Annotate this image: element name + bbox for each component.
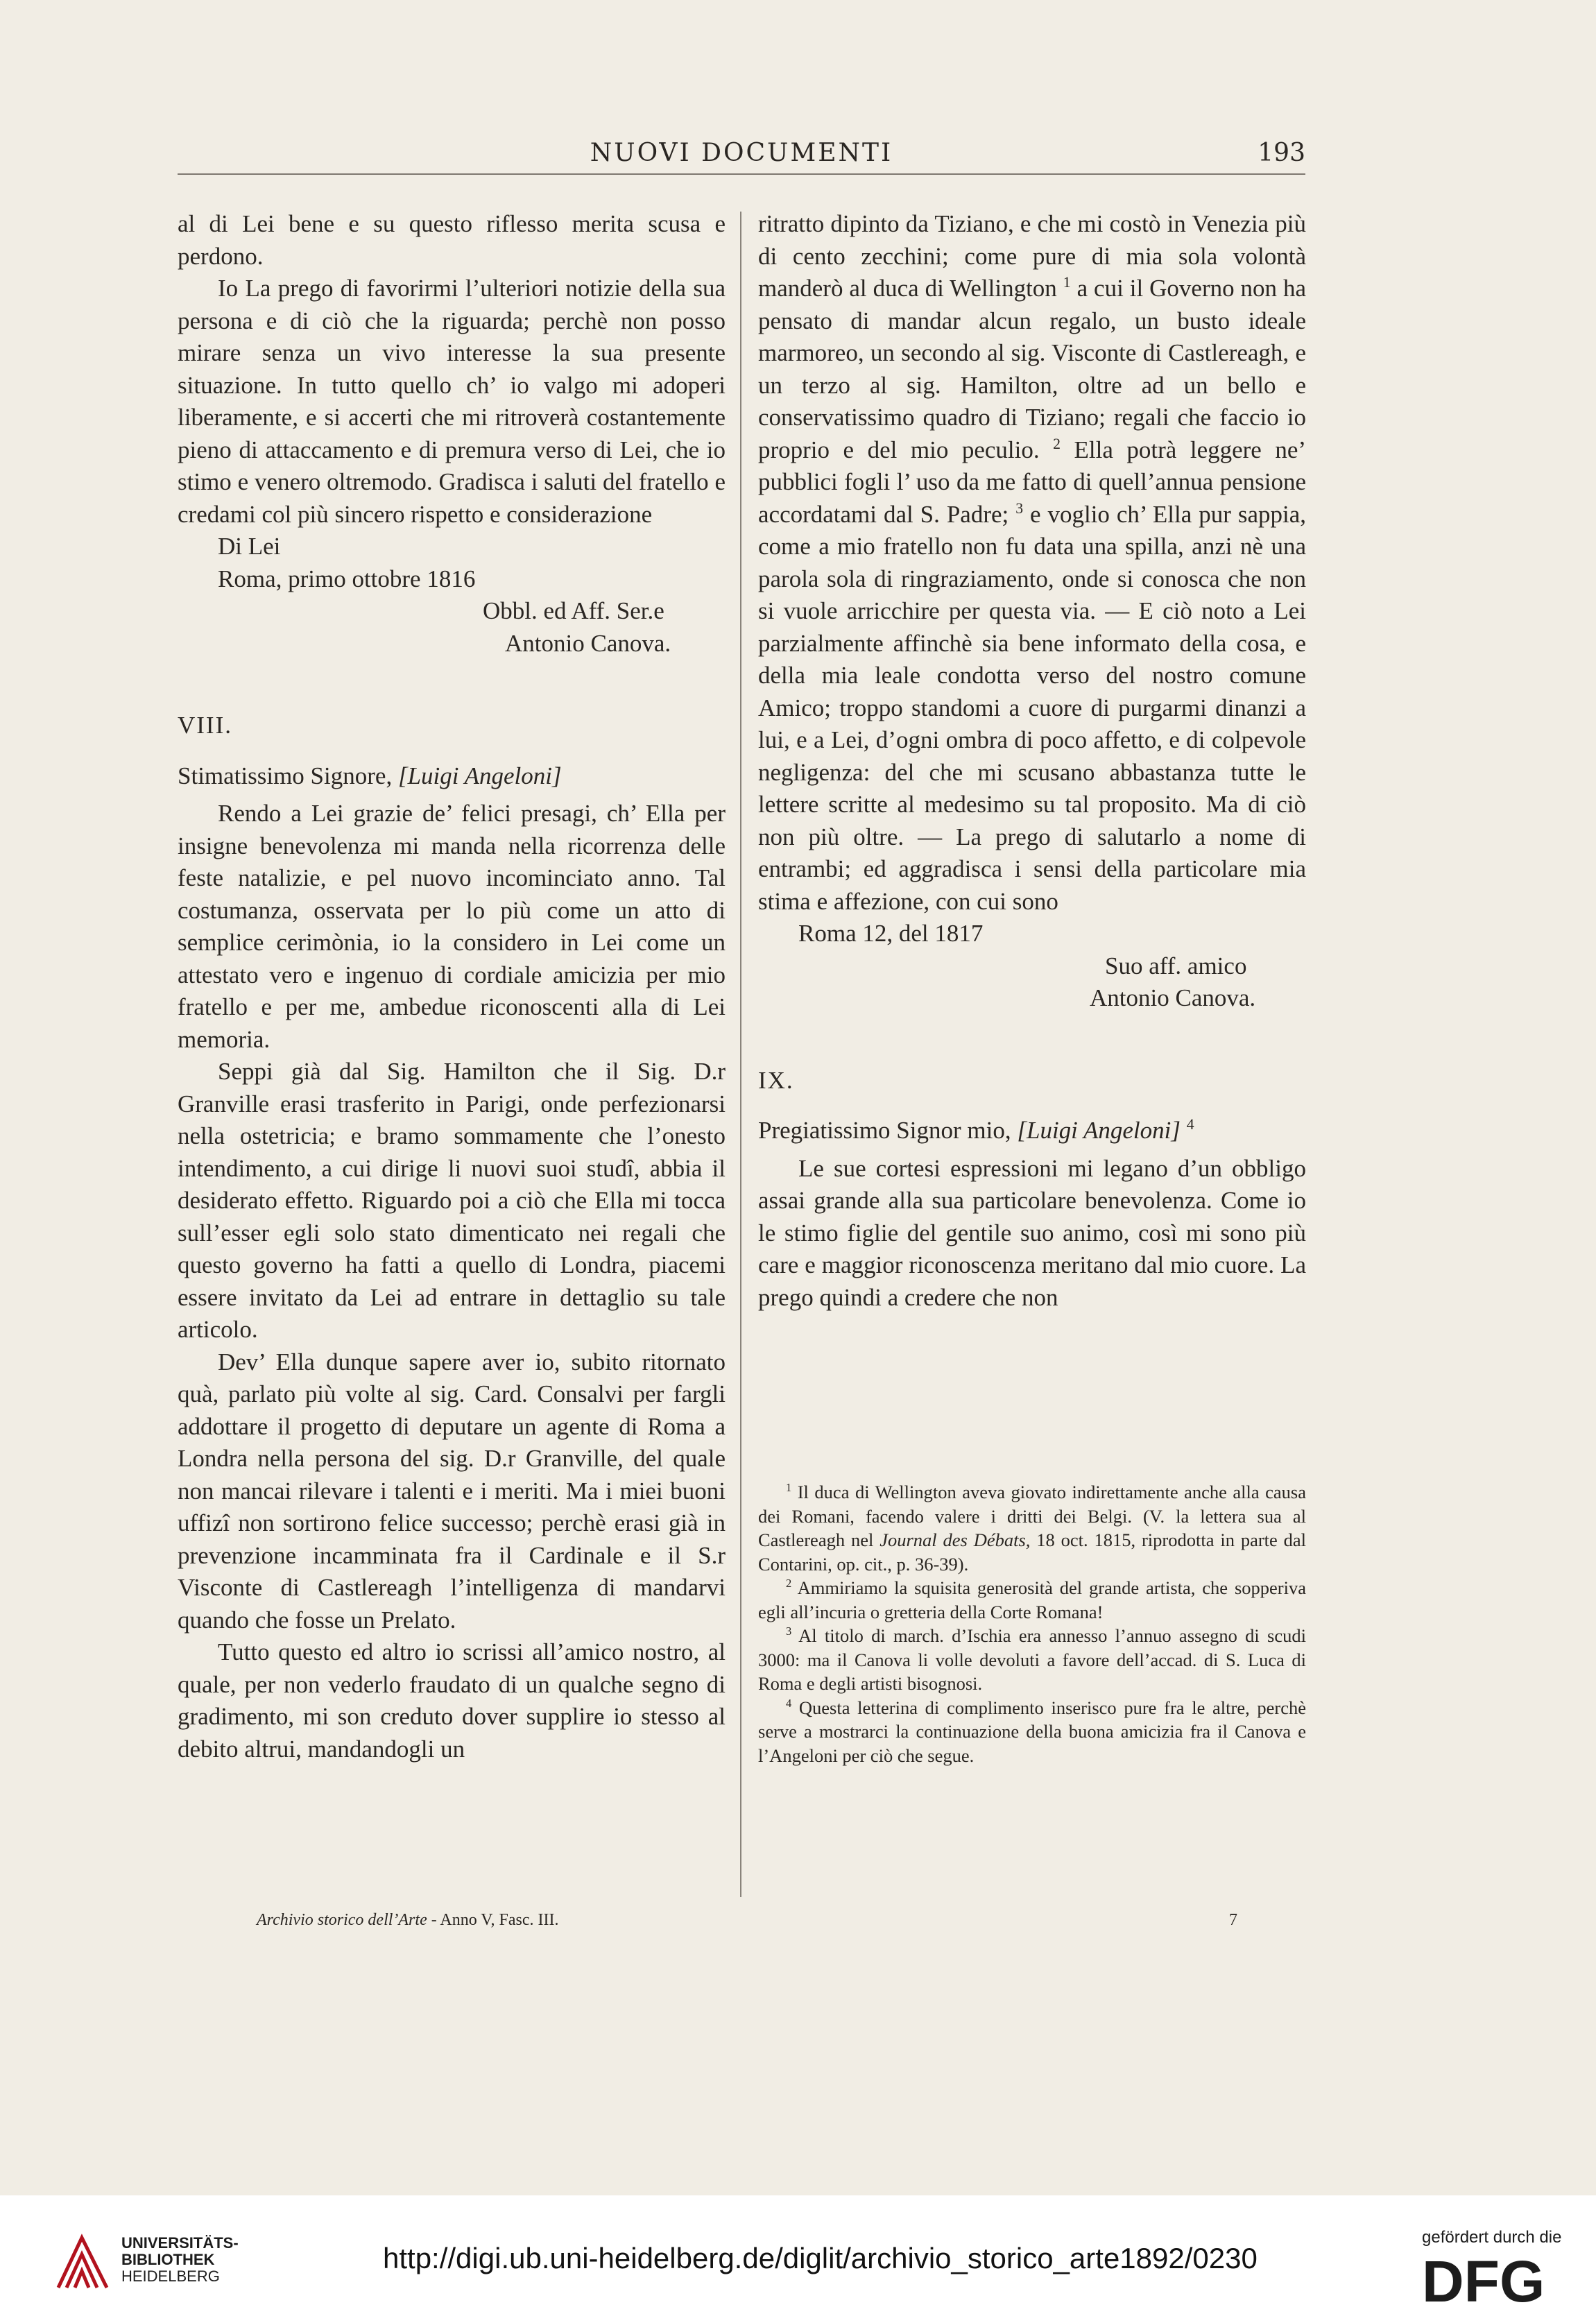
paragraph-fragment: ritratto dipinto da Tiziano, e che mi costò in Venezia più di cento zecchini; come pure di mia sola volontà manderò al duca di Wellington [758, 210, 1306, 302]
journal-issue: - Anno V, Fasc. III. [431, 1911, 559, 1929]
ub-heidelberg-logo-icon[interactable] [54, 2232, 111, 2292]
library-name-line: BIBLIOTHEK [121, 2251, 215, 2268]
page-number: 193 [1258, 139, 1305, 167]
letter-date: Roma 12, del 1817 [798, 920, 984, 947]
letter-signature-name: Antonio Canova. [1090, 984, 1256, 1011]
salutation-text: Stimatissimo Signore, [178, 762, 393, 789]
paragraph: al di Lei bene e su questo riflesso merita scusa e perdono. [178, 210, 726, 270]
salutation-addressee: [Luigi Angeloni] [397, 762, 562, 789]
journal-footer [257, 1911, 559, 1930]
footnote [758, 1696, 1306, 1768]
letter-number-heading: VIII. [178, 712, 232, 739]
paragraph-fragment: Ella potrà leggere ne’ pubblici fogli l’ uso da me fatto di quell’annua pensione accordatami dal S. Padre; [758, 436, 1307, 528]
paragraph: Io La prego di favorirmi l’ulteriori notizie della sua persona e di ciò che la riguarda; perchè non posso mirare senza un vivo interesse la sua presente situazione. In tutto quello ch’ io valgo mi adoperi liberamente, e si accerti che mi ritroverà costantemente pieno di attaccamento e di premura verso di Lei, che io stimo e venero oltremodo. Gradisca i saluti del fratello e credami col più sincero rispetto e considerazione [178, 275, 726, 528]
library-name-line: HEIDELBERG [121, 2268, 220, 2285]
signature-mark: 7 [1229, 1911, 1237, 1929]
paragraph: Seppi già dal Sig. Hamilton che il Sig. D.r Granville erasi trasferito in Parigi, onde perfezionarsi nella ostetricia; e bramo sommamente che l’onesto intendimento, a cui dirige li nuovi suoi studî, abbia il desiderato effetto. Riguardo poi a ciò che Ella mi tocca sull’esser egli solo stato dimenticato nei regali che questo governo ha fatti a quello di Londra, piacemi essere invitato da Lei ad entrare in dettaglio su tale articolo. [178, 1058, 726, 1343]
paragraph: Le sue cortesi espressioni mi legano d’un obbligo assai grande alla sua particolare benevolenza. Come io le stimo figlie del gentile suo animo, così mi sono più care e maggior riconoscenza meritano dal mio cuore. La prego quindi a credere che non [758, 1154, 1306, 1311]
footnotes [758, 1480, 1306, 1767]
source-url-link[interactable]: http://digi.ub.uni-heidelberg.de/diglit/archivio_storico_arte1892/0230 [383, 2242, 1258, 2274]
letter-date: Roma, primo ottobre 1816 [218, 565, 476, 592]
footnote-journal-title: Journal des Débats, [879, 1529, 1031, 1550]
paragraph: Tutto questo ed altro io scrissi all’amico nostro, al quale, per non vederlo fraudato di un qualche segno di gradimento, mi son creduto dover supplire io stesso al debito altrui, mandandogli un [178, 1638, 726, 1763]
letter-signature-name: Antonio Canova. [505, 629, 671, 657]
letter-salutation [178, 760, 726, 793]
salutation-text: Pregiatissimo Signor mio, [758, 1117, 1011, 1144]
page-title: NUOVI DOCUMENTI [590, 139, 893, 167]
footnote [758, 1576, 1306, 1624]
paragraph [758, 208, 1306, 918]
funding-label: gefördert durch die [1422, 2228, 1562, 2247]
column-divider [740, 212, 741, 1897]
footnote-number: 4 [786, 1696, 792, 1710]
footnote-text: Al titolo di march. d’Ischia era annesso l’annuo assegno di scudi 3000: ma il Canova li volle devoluti a favore dell’accad. di S. Luca di Roma e degli artisti bisognosi. [758, 1625, 1306, 1694]
dfg-logo-text: DFG [1422, 2253, 1545, 2308]
footnote [758, 1624, 1306, 1696]
left-column [178, 208, 726, 1765]
dfg-logo-icon[interactable] [1422, 2253, 1568, 2308]
library-name-line: UNIVERSITÄTS- [121, 2234, 239, 2252]
letter-salutation [758, 1115, 1306, 1147]
footnote-number: 1 [786, 1481, 792, 1495]
salutation-addressee: [Luigi Angeloni] [1017, 1117, 1181, 1144]
footnote-ref[interactable]: 4 [1186, 1115, 1194, 1133]
letter-signature-line: Obbl. ed Aff. Ser.e [483, 597, 664, 624]
footnote-number: 2 [786, 1577, 792, 1591]
footnote-text: Il duca di Wellington aveva giovato indirettamente anche alla causa dei Romani, facendo valere i dritti dei Belgi. (V. la lettera sua al Castlereagh nel [758, 1482, 1306, 1550]
paragraph-fragment: a cui il Governo non ha pensato di mandar alcun regalo, un busto ideale marmoreo, un secondo al sig. Visconte di Castlereagh, e un terzo al sig. Hamilton, oltre ad un bello e conservatissimo quadro di Tiziano; regali che faccio io proprio e del mio peculio. [758, 275, 1307, 463]
footnote-ref[interactable]: 3 [1015, 499, 1024, 517]
journal-name: Archivio storico dell’Arte [257, 1911, 427, 1929]
running-header [178, 139, 1305, 175]
footnote-text: 18 oct. 1815, riprodotta in parte dal Contarini, op. cit., p. 36-39). [758, 1529, 1307, 1575]
letter-signature-line: Suo aff. amico [1105, 952, 1247, 979]
footnote-ref[interactable]: 2 [1053, 435, 1061, 452]
footnote-text: Ammiriamo la squisita generosità del grande artista, che sopperiva egli all’incuria o gretteria della Corte Romana! [758, 1577, 1306, 1622]
paragraph: Dev’ Ella dunque sapere aver io, subito ritornato quà, parlato più volte al sig. Card. Consalvi per fargli addottare il progetto di deputare un agente di Roma a Londra nella persona del sig. D.r Granville, del quale non mancai rilevare i talenti e i meriti. Ma i miei buoni uffizî non sortirono felice successo; perchè erasi già in prevenzione incamminata fra il Cardinale e il S.r Visconte di Castlereagh l’intelligenza di mandarvi quando che fosse un Prelato. [178, 1348, 726, 1634]
library-name[interactable] [121, 2235, 239, 2285]
letter-number-heading: IX. [758, 1066, 794, 1094]
footnote-ref[interactable]: 1 [1063, 273, 1071, 291]
footnote-text: Questa letterina di complimento inserisco pure fra le altre, perchè serve a mostrarci la continuazione della buona amicizia fra il Canova e l’Angeloni per ciò che segue. [758, 1697, 1307, 1766]
footnote [758, 1480, 1306, 1576]
letter-closing: Di Lei [218, 533, 281, 560]
right-column [758, 208, 1306, 1314]
paragraph: Rendo a Lei grazie de’ felici presagi, ch’ Ella per insigne benevolenza mi manda nella ricorrenza delle feste natalizie, e pel nuovo incominciato anno. Tal costumanza, osservata per lo più come un atto di semplice cerimònia, io la considero in Lei come un attestato vero e ingenuo di cordiale amicizia per mio fratello e per me, ambedue riconoscenti alla di Lei memoria. [178, 800, 726, 1053]
paragraph-fragment: e voglio ch’ Ella pur sappia, come a mio fratello non fu data una spilla, anzi nè una parola sola di ringraziamento, onde si conosca che non si vuole arricchire per questa via. — E ciò noto a Lei parzialmente affinchè sia bene informato della cosa, e della mia leale condotta verso del nostro comune Amico; troppo standomi a cuore di purgarmi dinanzi a lui, e a Lei, d’ogni ombra di poco affetto, e di colpevole negligenza: del che mi scusano abbastanza tutte le lettere scritte al medesimo su tal proposito. Ma di ciò non più oltre. — La prego di salutarlo a nome di entrambi; ed aggradisca i sensi della particolare mia stima e affezione, con cui sono [758, 500, 1307, 915]
footnote-number: 3 [786, 1625, 792, 1638]
